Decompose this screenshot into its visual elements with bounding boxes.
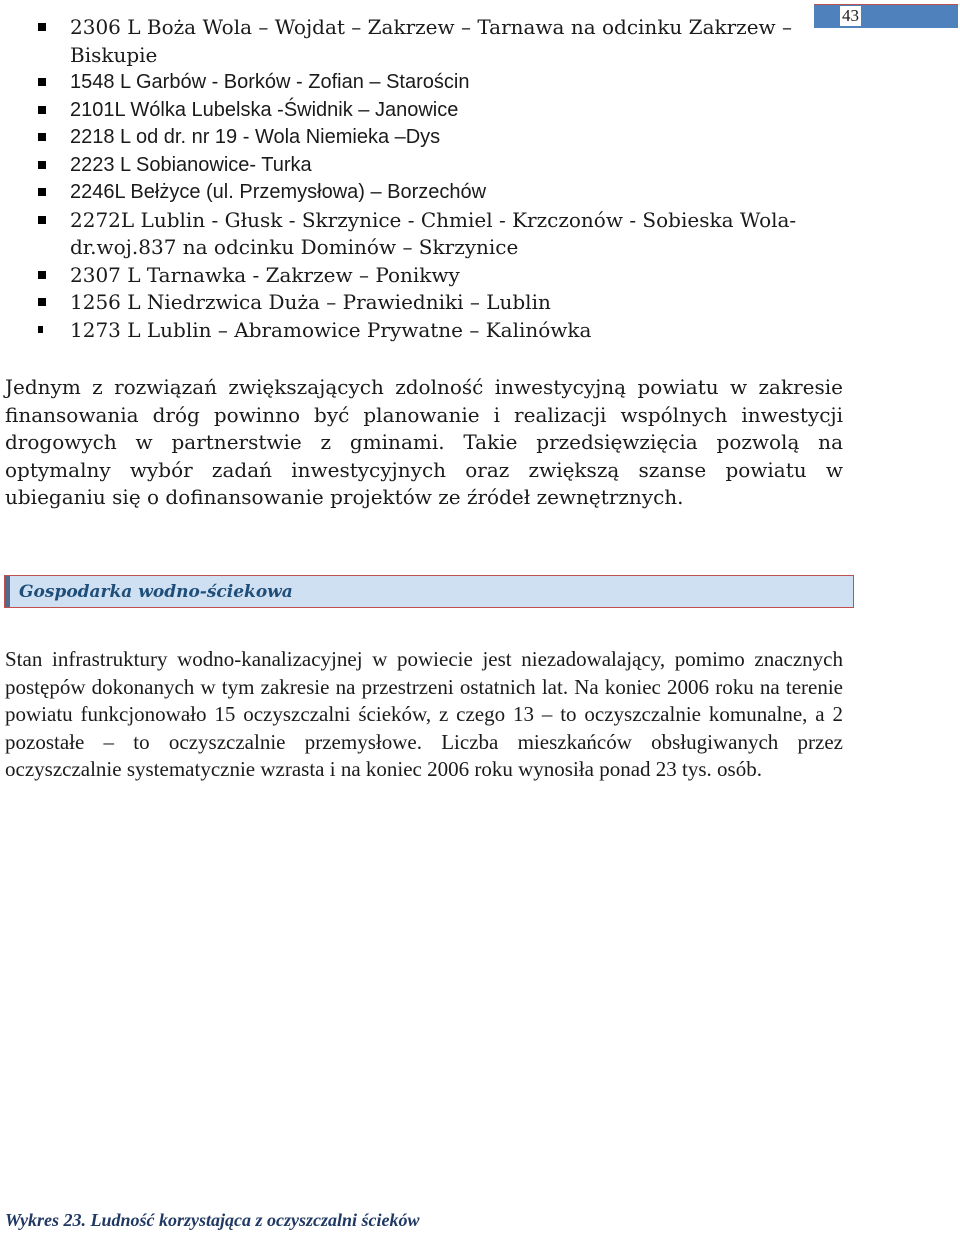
- page-number: 43: [842, 6, 859, 25]
- square-bullet-icon: [38, 78, 46, 86]
- list-item: 2101L Wólka Lubelska -Świdnik – Janowice: [36, 97, 846, 125]
- section-heading: [4, 575, 854, 608]
- section-title: Gospodarka wodno-ściekowa: [19, 582, 293, 602]
- square-bullet-icon: [38, 23, 46, 31]
- square-bullet-icon: [38, 326, 43, 333]
- list-item: 2223 L Sobianowice- Turka: [36, 152, 846, 180]
- paragraph-investment: Jednym z rozwiązań zwiększających zdolność inwestycyjną powiatu w zakresie finansowania dróg powinno być planowanie i realizacji wspólnych inwestycji drogowych w partnerstwie z gminami. Takie przedsięwzięcia pozwolą na optymalny wybór zadań inwestycyjnych oraz zwiększą szanse powiatu w ubieganiu się o dofinansowanie projektów ze źródeł zewnętrznych.: [5, 375, 843, 509]
- list-item: 2246L Bełżyce (ul. Przemysłowa) – Borzechów: [36, 179, 846, 207]
- square-bullet-icon: [38, 133, 46, 141]
- road-list: [36, 14, 846, 344]
- list-item: 1548 L Garbów - Borków - Zofian – Starościn: [36, 69, 846, 97]
- list-item: 2306 L Boża Wola – Wojdat – Zakrzew – Tarnawa na odcinku Zakrzew – Biskupie: [36, 14, 846, 69]
- figure-caption: Wykres 23. Ludność korzystająca z oczyszczalni ścieków: [5, 1210, 420, 1230]
- square-bullet-icon: [38, 161, 46, 169]
- square-bullet-icon: [38, 298, 46, 306]
- list-item: 1256 L Niedrzwica Duża – Prawiedniki – Lublin: [36, 289, 846, 317]
- square-bullet-icon: [38, 271, 46, 279]
- paragraph-water-sewage: Stan infrastruktury wodno-kanalizacyjnej w powiecie jest niezadowalający, pomimo znacznych postępów dokonanych w tym zakresie na przestrzeni ostatnich lat. Na koniec 2006 roku na terenie powiatu funkcjonowało 15 oczyszczalni ścieków, z czego 13 – to oczyszczalnie komunalne, a 2 pozostałe – to oczyszczalnie przemysłowe. Liczba mieszkańców obsługiwanych przez oczyszczalnie systematycznie wzrasta i na koniec 2006 roku wynosiła ponad 23 tys. osób.: [5, 647, 843, 781]
- list-item: 2218 L od dr. nr 19 - Wola Niemieka –Dys: [36, 124, 846, 152]
- square-bullet-icon: [38, 188, 46, 196]
- list-item: 1273 L Lublin – Abramowice Prywatne – Kalinówka: [36, 317, 846, 345]
- list-item: 2272L Lublin - Głusk - Skrzynice - Chmiel - Krzczonów - Sobieska Wola-dr.woj.837 na odcinku Dominów – Skrzynice: [36, 207, 846, 262]
- square-bullet-icon: [38, 106, 46, 114]
- list-item: 2307 L Tarnawka - Zakrzew – Ponikwy: [36, 262, 846, 290]
- square-bullet-icon: [38, 216, 46, 224]
